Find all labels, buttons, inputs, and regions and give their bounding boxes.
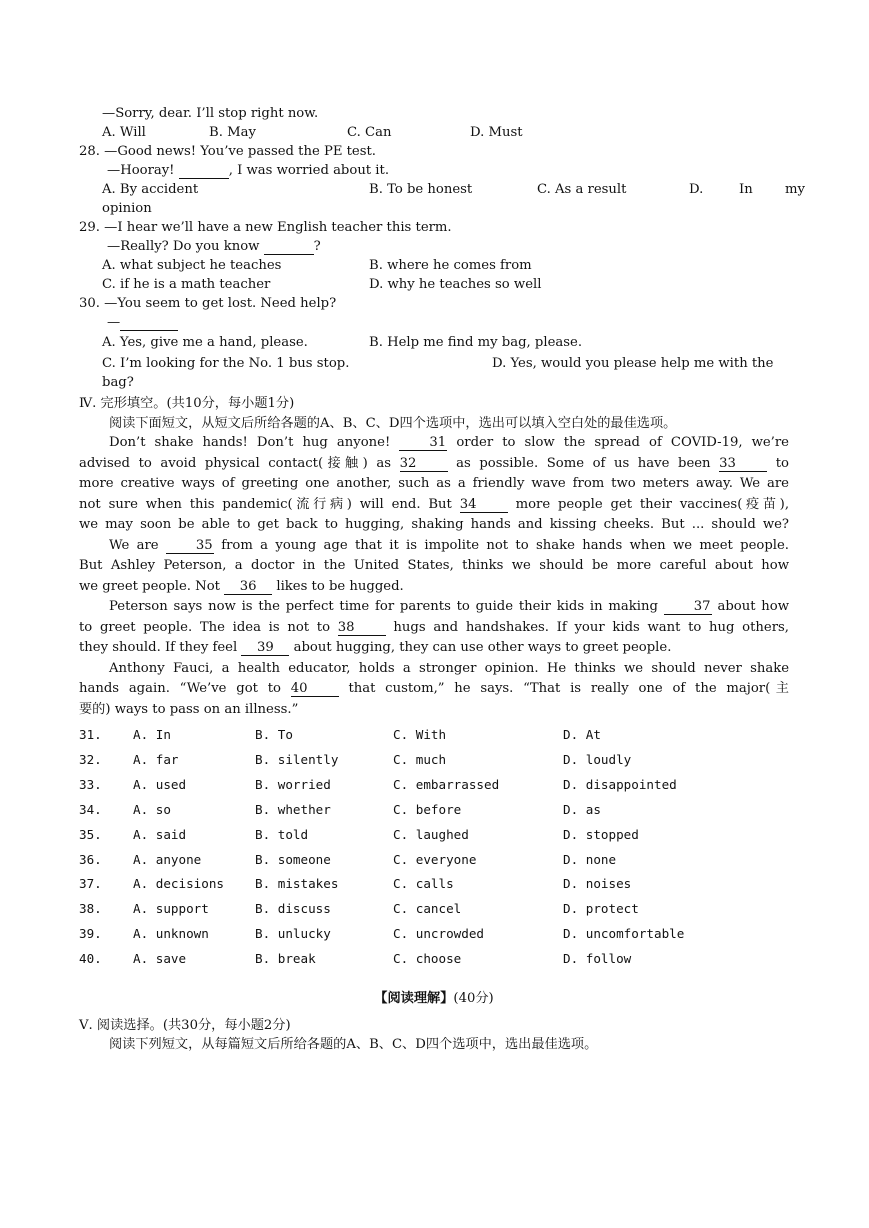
- option-a: A. support: [133, 901, 209, 917]
- cloze-option-row: [79, 723, 684, 748]
- q28-option-b: B. To be honest: [369, 182, 473, 197]
- option-c: C. laughed: [393, 826, 469, 842]
- q27-option-c: C. Can: [347, 125, 392, 140]
- option-b: B. silently: [255, 751, 339, 767]
- option-b: B. To: [255, 727, 293, 742]
- q30-option-d-wrap: bag?: [102, 375, 134, 390]
- option-number: 39.: [79, 926, 102, 942]
- q30-option-a: A. Yes, give me a hand, please.: [102, 335, 308, 350]
- option-c: C. cancel: [393, 901, 462, 917]
- q29-question: 29. —I hear we’ll have a new English teacher this term.: [79, 220, 452, 235]
- option-d: D. none: [563, 851, 617, 867]
- q28-question: 28. —Good news! You’ve passed the PE test.: [79, 144, 376, 159]
- blank-33: 33: [719, 456, 767, 472]
- q29-options-row2: [79, 275, 789, 294]
- passage-paragraph-2: We are 35 from a young age that it is impolite not to shake hands when we meet people.: [109, 537, 789, 553]
- option-a: A. anyone: [133, 851, 202, 867]
- option-d: D. noises: [563, 876, 632, 892]
- option-c: C. embarrassed: [393, 776, 500, 792]
- section5-instruction: 阅读下列短文，从每篇短文后所给各题的A、B、C、D四个选项中，选出最佳选项。: [109, 1037, 598, 1053]
- option-c: C. With: [393, 727, 447, 742]
- option-a: A. far: [133, 751, 179, 767]
- option-c: C. calls: [393, 876, 454, 892]
- option-d: D. loudly: [563, 751, 632, 767]
- q27-option-d: D. Must: [470, 125, 523, 140]
- option-a: A. unknown: [133, 926, 209, 942]
- option-number: 31.: [79, 727, 102, 742]
- q29-response: —Really? Do you know ?: [107, 239, 321, 254]
- q28-option-a: A. By accident: [102, 182, 199, 197]
- blank-37: 37: [664, 599, 712, 615]
- cloze-option-row: [79, 848, 684, 873]
- q30-question: 30. —You seem to get lost. Need help?: [79, 296, 337, 311]
- option-d: D. as: [563, 801, 601, 817]
- q28-option-d-2: In: [739, 182, 753, 197]
- section5-heading: Ⅴ. 阅读选择。(共30分，每小题2分): [79, 1018, 291, 1034]
- q28-option-d-3: my: [785, 182, 805, 197]
- q27-option-b: B. May: [209, 125, 256, 140]
- q28-option-c: C. As a result: [537, 182, 627, 197]
- option-b: B. break: [255, 951, 316, 967]
- q28-response: —Hooray! , I was worried about it.: [107, 163, 390, 178]
- option-number: 33.: [79, 776, 102, 792]
- option-number: 36.: [79, 851, 102, 867]
- option-b: B. discuss: [255, 901, 331, 917]
- option-a: A. so: [133, 801, 171, 817]
- option-a: A. said: [133, 826, 187, 842]
- option-a: A. used: [133, 776, 187, 792]
- option-b: B. worried: [255, 776, 331, 792]
- blank-39: 39: [241, 640, 289, 656]
- q30-option-d: D. Yes, would you please help me with the: [492, 356, 774, 371]
- option-b: B. told: [255, 826, 309, 842]
- cloze-option-row: [79, 748, 684, 773]
- option-a: A. decisions: [133, 876, 224, 892]
- cloze-option-row: [79, 798, 684, 823]
- exam-page: [79, 104, 805, 1054]
- q28-option-d-1: D.: [689, 182, 704, 197]
- passage-paragraph-4-cont: hands again. “We’ve got to 40 that custom,” he says. “That is really one of the major(主 要的) ways to pass on an illness.”: [79, 681, 789, 717]
- blank-40: 40: [291, 681, 339, 697]
- option-a: A. In: [133, 727, 171, 742]
- option-c: C. everyone: [393, 851, 477, 867]
- option-a: A. save: [133, 951, 187, 967]
- cloze-option-row: [79, 872, 684, 897]
- option-b: B. unlucky: [255, 926, 331, 942]
- passage-paragraph-2-cont: But Ashley Peterson, a doctor in the United States, thinks we should be more careful about how we greet people. Not 36 likes to be hugged.: [79, 558, 789, 594]
- cloze-options-table: [79, 723, 684, 972]
- option-d: D. stopped: [563, 826, 639, 842]
- passage-paragraph-3: Peterson says now is the perfect time for parents to guide their kids in making 37 about how: [109, 599, 789, 614]
- option-number: 34.: [79, 801, 102, 817]
- q28-option-d-wrap: opinion: [102, 201, 152, 216]
- q28-blank: [179, 163, 229, 179]
- option-d: D. disappointed: [563, 776, 677, 792]
- reading-title: 【阅读理解】(40分): [374, 991, 494, 1007]
- option-d: D. uncomfortable: [563, 926, 685, 942]
- q28-options: [79, 180, 805, 199]
- q29-options-row1: [79, 256, 789, 275]
- q29-blank: [264, 239, 314, 255]
- q27-option-a: A. Will: [102, 125, 146, 140]
- section4-instruction: 阅读下面短文，从短文后所给各题的A、B、C、D四个选项中，选出可以填入空白处的最佳选项。: [109, 416, 677, 431]
- q29-option-d: D. why he teaches so well: [369, 277, 542, 292]
- option-b: B. whether: [255, 801, 331, 817]
- passage-paragraph-1: Don’t shake hands! Don’t hug anyone! 31 order to slow the spread of COVID-19, we’re: [109, 435, 789, 450]
- option-number: 38.: [79, 901, 102, 917]
- q30-response: —: [79, 313, 789, 332]
- option-number: 32.: [79, 751, 102, 767]
- q30-option-c: C. I’m looking for the No. 1 bus stop.: [102, 356, 350, 371]
- option-d: D. protect: [563, 901, 639, 917]
- q30-options-row1: [79, 333, 789, 352]
- passage-paragraph-4: Anthony Fauci, a health educator, holds a stronger opinion. He thinks we should never shake: [109, 660, 789, 676]
- cloze-option-row: [79, 773, 684, 798]
- passage-paragraph-1-cont: advised to avoid physical contact(接触) as 32 as possible. Some of us have been 33 to more creative ways of greeting one another, such as a friendly wave from two meters away. We are not sure when this pandemic(流行病) will end. But 34 more people get their vaccines(疫苗), we may soon be able to get back to hugging, shaking hands and kissing cheeks. But ... should we?: [79, 455, 790, 532]
- option-d: D. follow: [563, 951, 632, 967]
- option-d: D. At: [563, 727, 601, 742]
- blank-36: 36: [224, 579, 272, 595]
- passage-paragraph-3-cont: to greet people. The idea is not to 38 hugs and handshakes. If your kids want to hug others, they should. If they feel 39 about hugging, they can use other ways to greet people.: [79, 619, 789, 655]
- q27-options: [79, 123, 789, 142]
- q29-option-b: B. where he comes from: [369, 258, 532, 273]
- option-c: C. before: [393, 801, 462, 817]
- cloze-option-row: [79, 823, 684, 848]
- cloze-option-row: [79, 897, 684, 922]
- option-number: 40.: [79, 951, 102, 967]
- option-c: C. uncrowded: [393, 926, 484, 942]
- option-c: C. much: [393, 751, 447, 767]
- option-number: 35.: [79, 826, 102, 842]
- cloze-option-row: [79, 922, 684, 947]
- blank-34: 34: [460, 497, 508, 513]
- q30-options-row2: [79, 354, 789, 373]
- blank-31: 31: [399, 435, 447, 451]
- option-c: C. choose: [393, 951, 462, 967]
- cloze-passage: [79, 433, 789, 720]
- q30-option-b: B. Help me find my bag, please.: [369, 335, 583, 350]
- q27-response: —Sorry, dear. I’ll stop right now.: [102, 106, 319, 121]
- option-number: 37.: [79, 876, 102, 892]
- blank-38: 38: [338, 620, 386, 636]
- q29-option-c: C. if he is a math teacher: [102, 277, 271, 292]
- section4-heading: Ⅳ. 完形填空。(共10分，每小题1分): [79, 396, 295, 411]
- option-b: B. someone: [255, 851, 331, 867]
- blank-35: 35: [166, 538, 214, 554]
- q29-option-a: A. what subject he teaches: [102, 258, 282, 273]
- cloze-option-row: [79, 947, 684, 972]
- option-b: B. mistakes: [255, 876, 339, 892]
- q30-blank: [120, 315, 178, 331]
- blank-32: 32: [400, 456, 448, 472]
